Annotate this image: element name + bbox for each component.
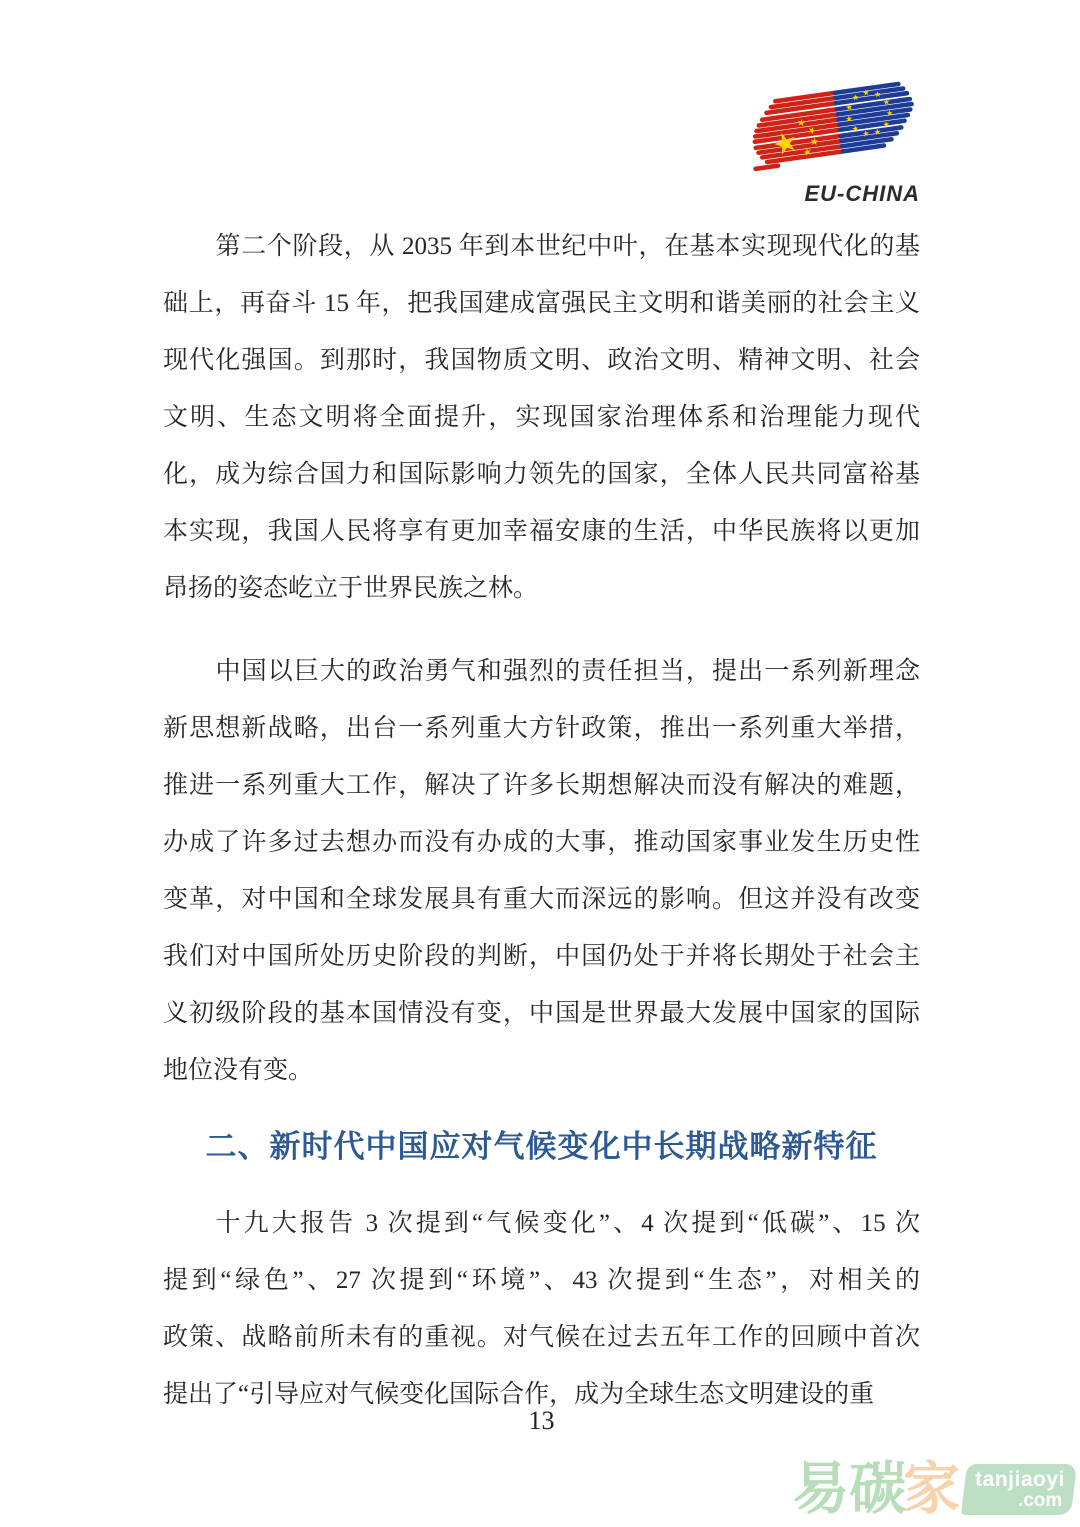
- watermark-text-yitan: 易碳: [792, 1457, 907, 1521]
- paragraph: [163, 643, 920, 1099]
- watermark-badge-domain: tanjiaoyi: [975, 1468, 1066, 1491]
- paragraph: [163, 1195, 920, 1423]
- text-line: 现代化强国。到那时，我国物质文明、政治文明、精神文明、社会: [163, 347, 920, 374]
- text-line: 第二个阶段，从 2035 年到本世纪中叶，在基本实现现代化的基: [215, 233, 920, 260]
- logo-label: EU-CHINA: [804, 181, 920, 206]
- text-line: 提出了“引导应对气候变化国际合作，成为全球生态文明建设的重: [163, 1381, 875, 1408]
- text-line: 新思想新战略，出台一系列重大方针政策，推出一系列重大举措，: [163, 715, 920, 742]
- paragraph: [163, 218, 920, 617]
- watermark-badge-tld: .com: [1018, 1490, 1063, 1511]
- text-line: 推进一系列重大工作，解决了许多长期想解决而没有解决的难题，: [163, 772, 920, 799]
- page-number: 13: [528, 1406, 555, 1435]
- text-line: 我们对中国所处历史阶段的判断，中国仍处于并将长期处于社会主: [163, 943, 920, 970]
- eu-china-logo: [748, 70, 924, 207]
- eu-china-flag-icon: [748, 70, 924, 174]
- text-line: 化，成为综合国力和国际影响力领先的国家，全体人民共同富裕基: [163, 461, 920, 488]
- text-line: 提到“绿色”、27 次提到“环境”、43 次提到“生态”，对相关的: [163, 1267, 920, 1294]
- text-line: 办成了许多过去想办而没有办成的大事，推动国家事业发生历史性: [163, 829, 920, 856]
- text-line: 中国以巨大的政治勇气和强烈的责任担当，提出一系列新理念: [215, 658, 920, 685]
- text-line: 地位没有变。: [163, 1057, 314, 1084]
- watermark: [792, 1457, 1076, 1521]
- text-line: 变革，对中国和全球发展具有重大而深远的影响。但这并没有改变: [163, 886, 920, 913]
- text-line: 础上，再奋斗 15 年，把我国建成富强民主文明和谐美丽的社会主义: [163, 290, 920, 317]
- text-line: 义初级阶段的基本国情没有变，中国是世界最大发展中国家的国际: [163, 1000, 920, 1027]
- text-line: 本实现，我国人民将享有更加幸福安康的生活，中华民族将以更加: [163, 518, 920, 545]
- section-heading: 二、新时代中国应对气候变化中长期战略新特征: [205, 1129, 878, 1164]
- document-body: [163, 218, 920, 1449]
- text-line: 昂扬的姿态屹立于世界民族之林。: [163, 575, 539, 602]
- text-line: 政策、战略前所未有的重视。对气候在过去五年工作的回顾中首次: [163, 1324, 920, 1351]
- text-line: 文明、生态文明将全面提升，实现国家治理体系和治理能力现代: [163, 404, 920, 431]
- watermark-text-jia: 家: [903, 1457, 961, 1521]
- text-line: 十九大报告 3 次提到“气候变化”、4 次提到“低碳”、15 次: [215, 1210, 920, 1237]
- watermark-badge: [961, 1464, 1077, 1515]
